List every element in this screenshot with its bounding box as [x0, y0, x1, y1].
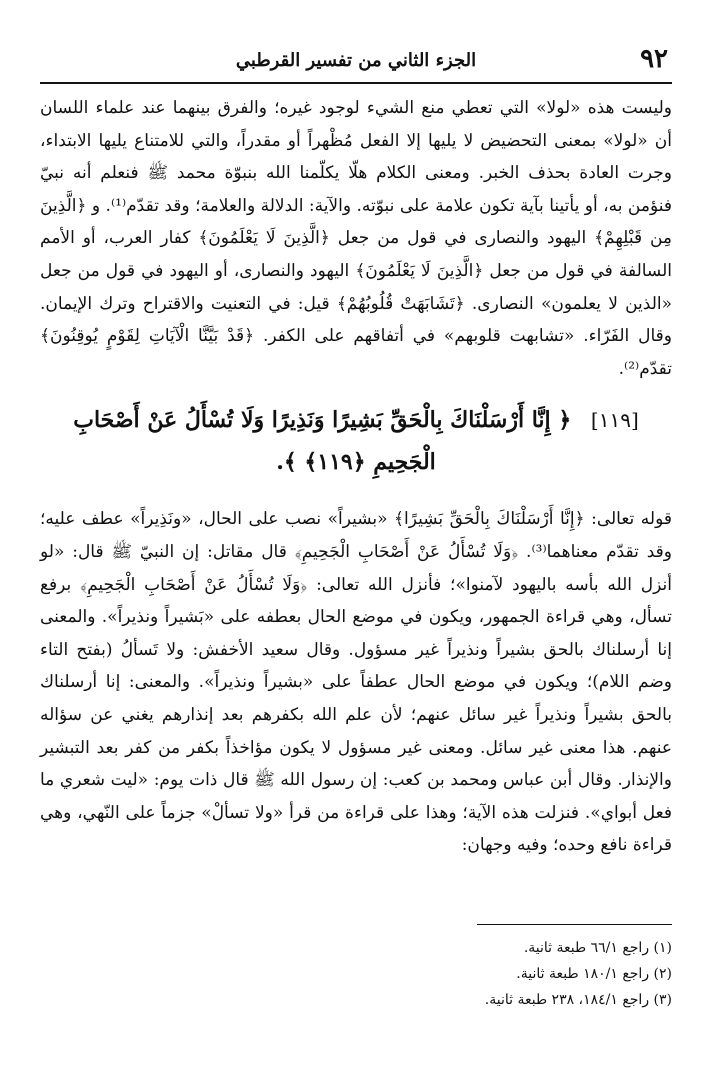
footnote: (١) راجع ٦٦/١ طبعة ثانية. [523, 940, 672, 956]
footnote-divider [477, 924, 672, 925]
verse-number: [١١٩] [590, 408, 639, 433]
main-text [40, 92, 672, 862]
page-number: ٩٢ [640, 44, 668, 74]
running-title: الجزء الثاني من تفسير القرطبي [235, 50, 477, 71]
footnote: (٢) راجع ١٨٠/١ طبعة ثانية. [516, 966, 672, 982]
footnotes [40, 935, 672, 1013]
page-header [40, 40, 672, 84]
quran-verse [40, 399, 672, 483]
paragraph: وليست هذه «لولا» التي تعطي منع الشيء لوجود غيره؛ والفرق بينهما عند علماء اللسان أن «لولا» بمعنى التحضيض لا يليها إلا الفعل مُظْهراً أو مقدراً، والتي للامتناع يليها الابتداء، وجرت العادة بحذف الخبر. ومعنى الكلام هلّا يكلّمنا الله بنبوّة محمد ﷺ فنعلم أنه نبيّ فنؤمن به، أو يأتينا بآية تكون علامة على نبوّته. والآية: الدلالة والعلامة؛ وقد تقدّم⁽¹⁾. و ﴿الَّذِينَ مِن قَبْلِهِمْ﴾ اليهود والنصارى في قول من جعل ﴿الَّذِينَ لَا يَعْلَمُونَ﴾ كفار العرب، أو الأمم السالفة في قول من جعل ﴿الَّذِينَ لَا يَعْلَمُونَ﴾ اليهود والنصارى، أو اليهود في قول من جعل «الذين لا يعلمون» النصارى. ﴿تَشَابَهَتْ قُلُوبُهُمْ﴾ قيل: في التعنيت والاقتراح وترك الإيمان. وقال الفَرّاء. «تشابهت قلوبهم» في أتفاقهم على الكفر. ﴿قَدْ بَيَّنَّا الْآيَاتِ لِقَوْمٍ يُوقِنُونَ﴾ تقدّم⁽²⁾. [40, 98, 672, 379]
footnote: (٣) راجع ١٨٤/١، ٢٣٨ طبعة ثانية. [484, 992, 672, 1008]
verse-text: ﴿ إِنَّا أَرْسَلْنَاكَ بِالْحَقِّ بَشِيرًا وَنَذِيرًا وَلَا تُسْأَلُ عَنْ أَصْحَابِ الْجَحِيمِ ﴿١١٩﴾ ﴾. [73, 407, 572, 476]
paragraph: قوله تعالى: ﴿إِنَّا أَرْسَلْنَاكَ بِالْحَقِّ بَشِيرًا﴾ «بشيراً» نصب على الحال، «ونَذِيراً» عطف عليه؛ وقد تقدّم معناهما⁽³⁾. ﴿وَلَا تُسْأَلُ عَنْ أَصْحَابِ الْجَحِيمِ﴾ قال مقاتل: إن النبيّ ﷺ قال: «لو أنزل الله بأسه باليهود لآمنوا»؛ فأنزل الله تعالى: ﴿وَلَا تُسْأَلُ عَنْ أَصْحَابِ الْجَحِيمِ﴾ برفع تسأل، وهي قراءة الجمهور، ويكون في موضع الحال بعطفه على «بَشيراً ونذيراً». والمعنى إنا أرسلناك بالحق بشيراً ونذيراً غير مسؤول. وقال سعيد الأخفش: ولا تَسألُ (بفتح التاء وضم اللام)؛ ويكون في موضع الحال عطفاً على «بشيراً ونذيراً». والمعنى: إنا أرسلناك بالحق بشيراً ونذيراً غير سائل عنهم؛ لأن علم الله بكفرهم بعد إنذارهم يغني عن سؤاله عنهم. هذا معنى غير سائل. ومعنى غير مسؤول لا يكون مؤاخذاً بكفر من كفر بعد التبشير والإنذار. وقال أبن عباس ومحمد بن كعب: إن رسول الله ﷺ قال ذات يوم: «ليت شعري ما فعل أبواي». فنزلت هذه الآية؛ وهذا على قراءة من قرأ «ولا تسألْ» جزماً على النّهي، وهي قراءة نافع وحده؛ وفيه وجهان: [40, 509, 672, 856]
